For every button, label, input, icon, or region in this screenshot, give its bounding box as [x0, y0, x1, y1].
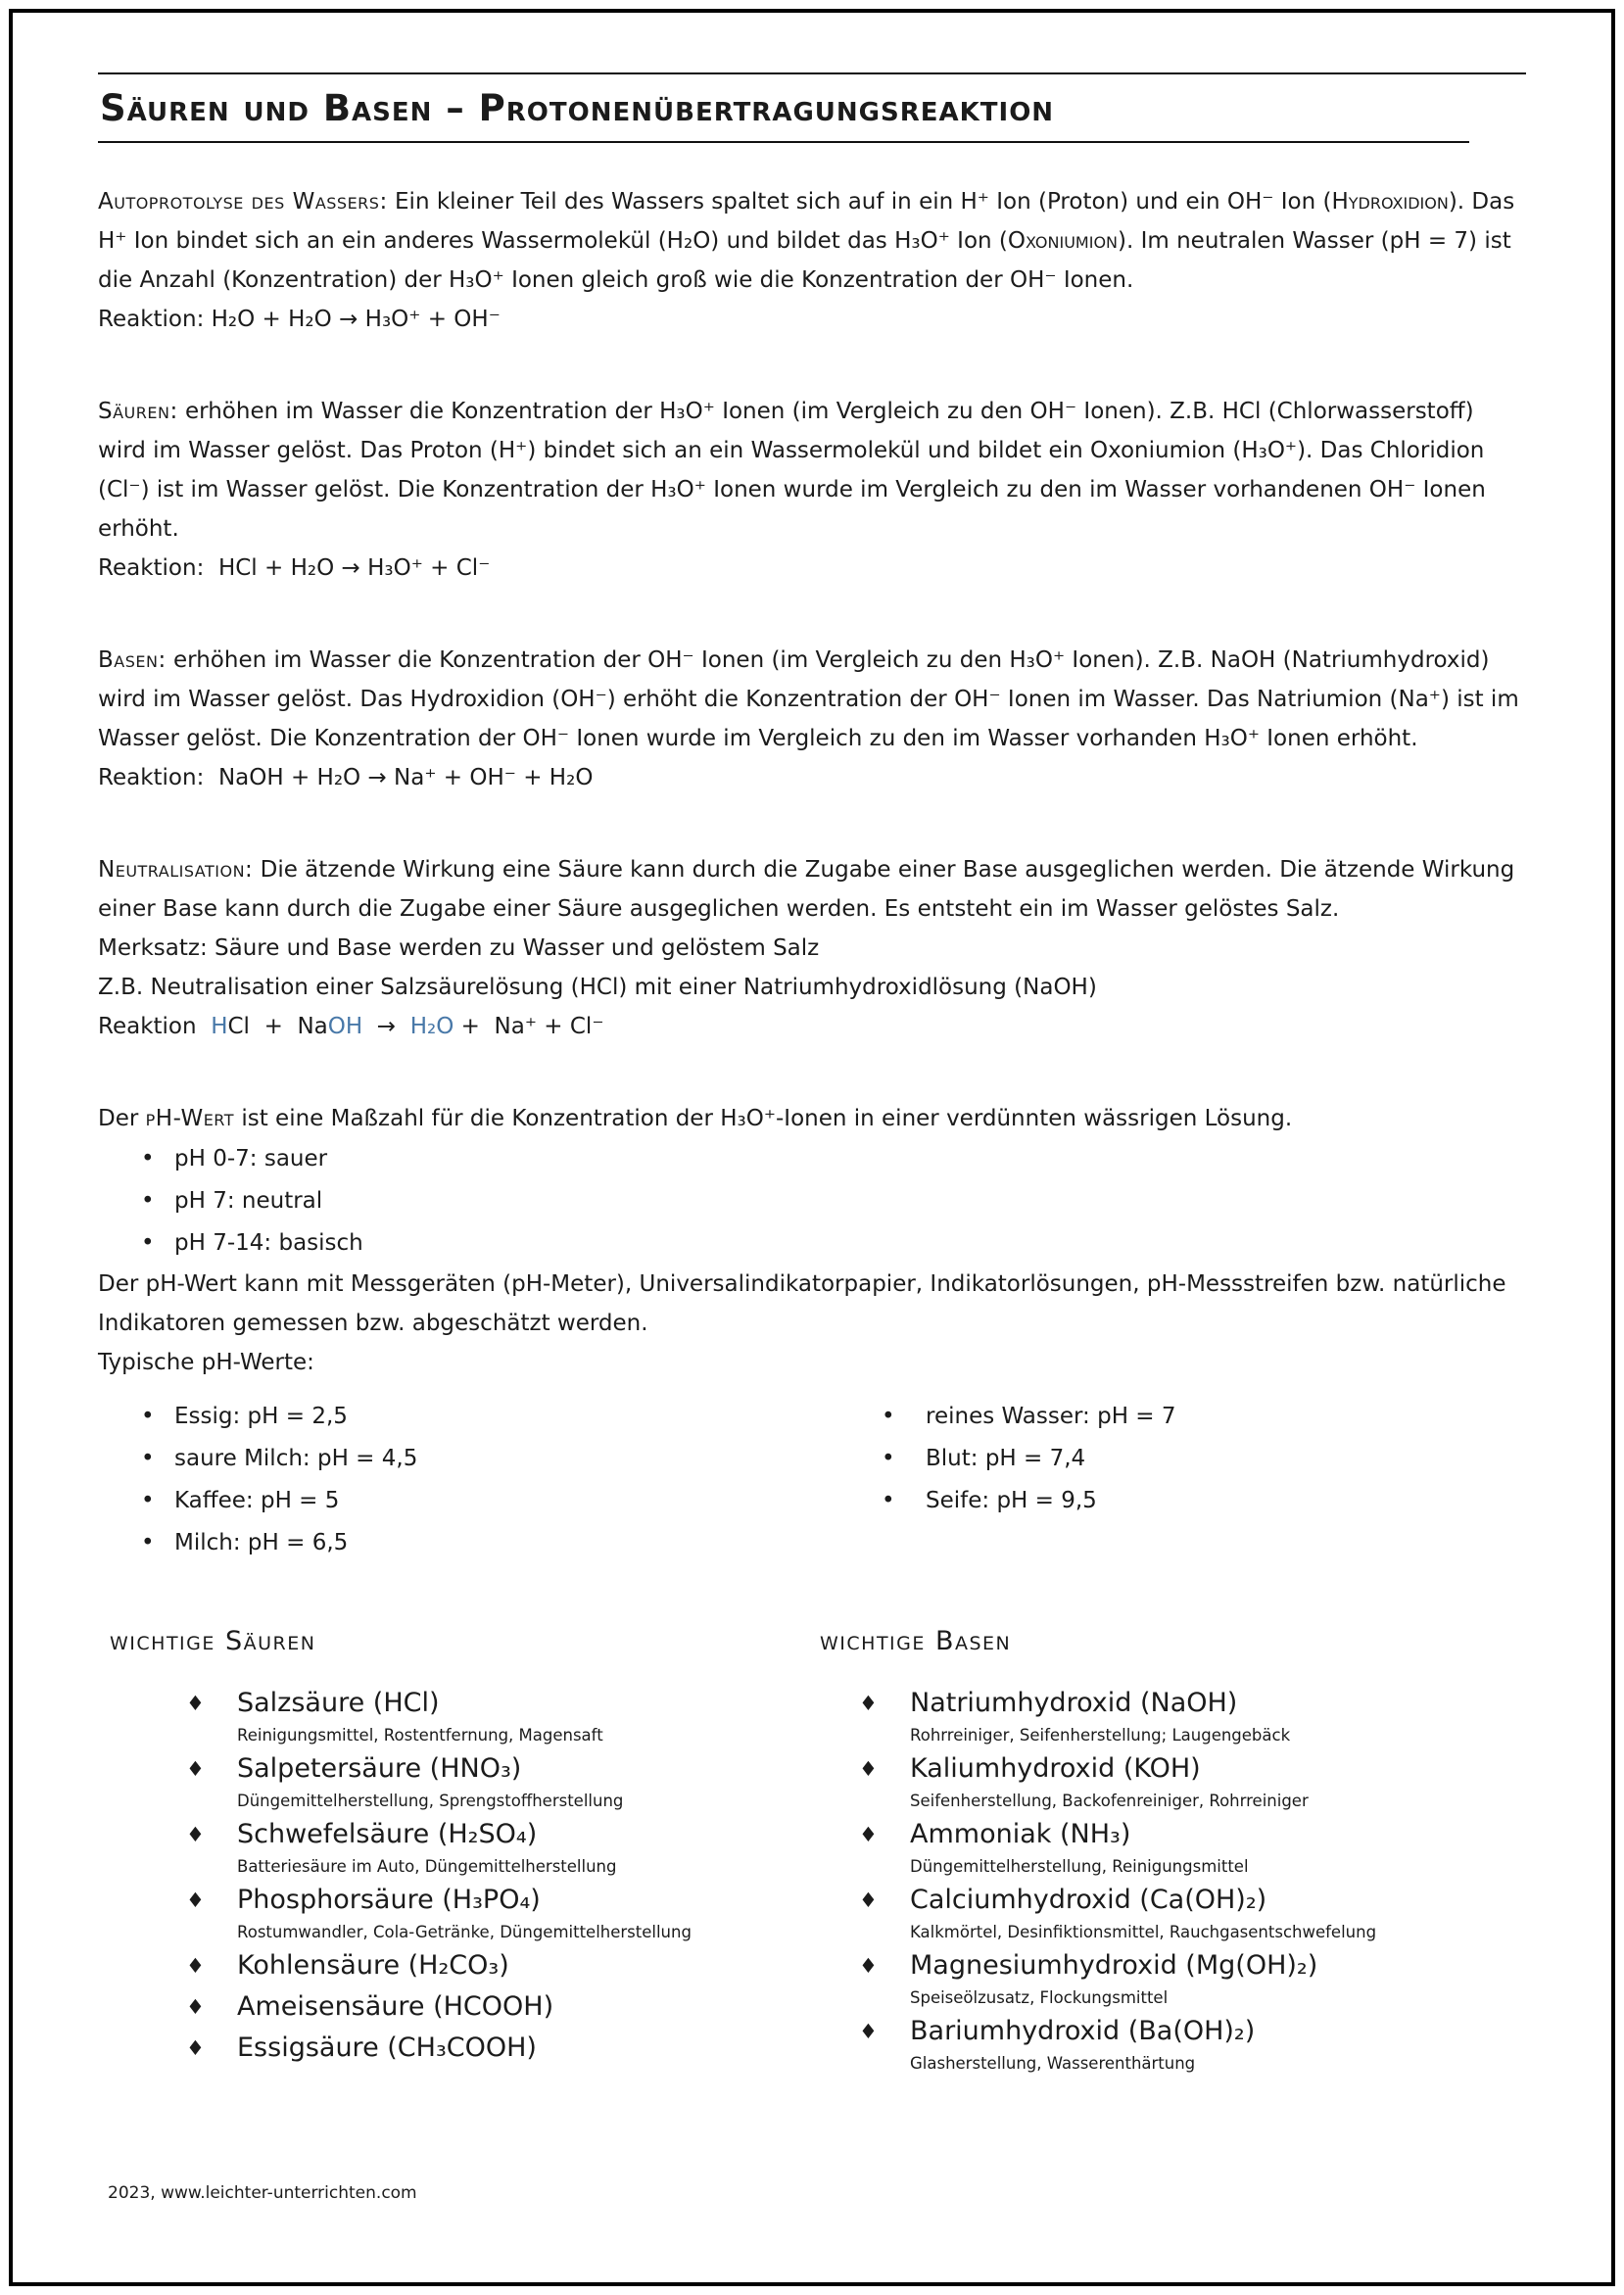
reaction-water: H₂O [409, 1014, 454, 1039]
base-name: Kaliumhydroxid (KOH) [910, 1753, 1201, 1784]
ph-scale-list [98, 1138, 1526, 1265]
ph-term: pH-Wert [145, 1106, 235, 1131]
list-item-label: Milch: pH = 6,5 [174, 1530, 349, 1555]
list-item [98, 1180, 1526, 1222]
ph-typical-left-column [98, 1396, 882, 1564]
base-uses: Seifenherstellung, Backofenreiniger, Rohrreiniger [910, 1792, 1309, 1810]
bullet-icon: • [141, 1146, 155, 1171]
paragraph-text: erhöhen im Wasser die Konzentration der H₃O⁺ Ionen (im Vergleich zu den OH⁻ Ionen). Z.B. HCl (Chlorwasserstoff) wird im Wasser gelöst. Das Proton (H⁺) bindet sich an ein Wassermolekül und bildet ein Oxoniumion (H₃O⁺). Das Chloridion (Cl⁻) ist im Wasser gelöst. Die Konzentration der H₃O⁺ Ionen wurde im Vergleich zu den im Wasser vorhandenen OH⁻ Ionen erhöht. [98, 399, 1486, 542]
ph-typical-values [98, 1396, 1526, 1564]
paragraph-text: Der [98, 1106, 146, 1131]
title-underline-rule [98, 141, 1469, 143]
ph-intro-line [98, 1099, 1526, 1138]
paragraph-basen [98, 641, 1526, 797]
base-uses: Glasherstellung, Wasserenthärtung [910, 2054, 1196, 2073]
paragraph-text: ). Im neutralen Wasser (pH = 7) ist die Anzahl (Konzentration) der H₃O⁺ Ionen gleich groß wie die Konzentration der OH⁻ Ionen. [98, 228, 1511, 293]
merksatz-line: Merksatz: Säure und Base werden zu Wasser und gelöstem Salz [98, 935, 820, 961]
acid-item-body [237, 2029, 537, 2068]
acid-item [110, 1881, 810, 1944]
acids-title: wichtige Säuren [110, 1626, 316, 1656]
acid-item-body [237, 1815, 616, 1879]
paragraph-autoprotolyse [98, 182, 1526, 339]
paragraph-text: ist eine Maßzahl für die Konzentration der H₃O⁺-Ionen in einer verdünnten wässrigen Lösung. [234, 1106, 1293, 1131]
paragraph-text: Ein kleiner Teil des Wassers spaltet sich auf in ein H⁺ Ion (Proton) und ein OH⁻ Ion ( [387, 189, 1332, 215]
list-item [98, 1480, 882, 1522]
bases-title: wichtige Basen [820, 1626, 1012, 1656]
reaction-arrow-icon: → [362, 1014, 410, 1039]
list-item [98, 1222, 1526, 1265]
section-important-bases [810, 1625, 1526, 2078]
top-rule [98, 72, 1526, 74]
reaction-base-oh: OH [327, 1014, 363, 1039]
base-uses: Speiseölzusatz, Flockungsmittel [910, 1988, 1169, 2007]
paragraph-neutralisation [98, 850, 1526, 1046]
reaction-plus: + [249, 1014, 298, 1039]
reaction-line: Reaktion: HCl + H₂O → H₃O⁺ + Cl⁻ [98, 555, 491, 581]
paragraph-lead: Neutralisation: [98, 857, 254, 883]
acid-uses: Batteriesäure im Auto, Düngemittelherstellung [237, 1857, 617, 1876]
page-title: Säuren und Basen – Protonenübertragungsreaktion [100, 87, 1055, 129]
bullet-icon: • [141, 1230, 155, 1256]
reaction-line: Reaktion: H₂O + H₂O → H₃O⁺ + OH⁻ [98, 307, 501, 332]
ph-section [98, 1099, 1526, 1564]
base-item-body [910, 1815, 1249, 1879]
bullet-icon: • [141, 1188, 155, 1214]
acid-item-body [237, 1987, 553, 2027]
example-line: Z.B. Neutralisation einer Salzsäurelösung (HCl) mit einer Natriumhydroxidlösung (NaOH) [98, 975, 1097, 1000]
base-uses: Düngemittelherstellung, Reinigungsmittel [910, 1857, 1249, 1876]
base-item-body [910, 1749, 1309, 1813]
base-item [820, 1684, 1526, 1747]
list-item-label: pH 7-14: basisch [174, 1230, 363, 1256]
base-item-body [910, 2012, 1255, 2076]
smallcaps-term: Hydroxidion [1331, 189, 1449, 215]
acids-bases-section [98, 1625, 1526, 2078]
diamond-bullet-icon: ♦ [186, 1889, 205, 1912]
list-item-label: Seife: pH = 9,5 [926, 1488, 1097, 1513]
diamond-bullet-icon: ♦ [859, 1889, 878, 1912]
bullet-icon: • [882, 1404, 895, 1429]
base-item-body [910, 1881, 1376, 1944]
acid-item [110, 2029, 810, 2068]
diamond-bullet-icon: ♦ [186, 1823, 205, 1846]
acid-name: Phosphorsäure (H₃PO₄) [237, 1885, 541, 1915]
base-name: Ammoniak (NH₃) [910, 1819, 1131, 1849]
bullet-icon: • [141, 1488, 155, 1513]
paragraph-text: erhöhen im Wasser die Konzentration der OH⁻ Ionen (im Vergleich zu den H₃O⁺ Ionen). Z.B. NaOH (Natriumhydroxid) wird im Wasser gelöst. Das Hydroxidion (OH⁻) erhöht die Konzentration der OH⁻ Ionen im Wasser. Das Natriumion (Na⁺) ist im Wasser gelöst. Die Konzentration der OH⁻ Ionen wurde im Vergleich zu den im Wasser vorhanden H₃O⁺ Ionen erhöht. [98, 647, 1519, 751]
list-item [98, 1522, 882, 1564]
acid-name: Salpetersäure (HNO₃) [237, 1753, 522, 1784]
acid-uses: Düngemittelherstellung, Sprengstoffherstellung [237, 1792, 624, 1810]
base-item [820, 1881, 1526, 1944]
diamond-bullet-icon: ♦ [186, 1954, 205, 1978]
acid-item [110, 1946, 810, 1985]
list-item [882, 1396, 1526, 1438]
reaction-base-na: Na [297, 1014, 328, 1039]
base-uses: Rohrreiniger, Seifenherstellung; Laugengebäck [910, 1726, 1291, 1745]
list-item-label: Blut: pH = 7,4 [926, 1446, 1086, 1471]
acid-item [110, 1987, 810, 2027]
diamond-bullet-icon: ♦ [859, 1692, 878, 1715]
acid-uses: Rostumwandler, Cola-Getränke, Düngemittelherstellung [237, 1923, 692, 1941]
acid-item-body [237, 1749, 623, 1813]
base-name: Calciumhydroxid (Ca(OH)₂) [910, 1885, 1267, 1915]
diamond-bullet-icon: ♦ [186, 1757, 205, 1781]
base-item-body [910, 1946, 1317, 2010]
reaction-tail: + Na⁺ + Cl⁻ [454, 1014, 604, 1039]
acid-name: Schwefelsäure (H₂SO₄) [237, 1819, 538, 1849]
acid-name: Ameisensäure (HCOOH) [237, 1991, 554, 2022]
diamond-bullet-icon: ♦ [186, 1692, 205, 1715]
acid-item-body [237, 1881, 692, 1944]
diamond-bullet-icon: ♦ [859, 1823, 878, 1846]
acid-item [110, 1815, 810, 1879]
footer-credit: 2023, www.leichter-unterrichten.com [108, 2183, 417, 2203]
list-item [98, 1438, 882, 1480]
paragraph-saeuren [98, 392, 1526, 588]
paragraph-lead: Autoprotolyse des Wassers: [98, 189, 388, 215]
acid-item [110, 1749, 810, 1813]
ph-methods-text: Der pH-Wert kann mit Messgeräten (pH-Meter), Universalindikatorpapier, Indikatorlösungen, pH-Messstreifen bzw. natürliche Indikatoren gemessen bzw. abgeschätzt werden. [98, 1271, 1506, 1336]
list-item-label: Essig: pH = 2,5 [174, 1404, 348, 1429]
paragraph-text: ). Das H⁺ Ion bindet sich an ein anderes Wassermolekül (H₂O) und bildet das H₃O⁺ Ion ( [98, 189, 1515, 254]
base-item [820, 2012, 1526, 2076]
ph-typical-right-column [882, 1396, 1526, 1564]
list-item [882, 1480, 1526, 1522]
base-name: Magnesiumhydroxid (Mg(OH)₂) [910, 1950, 1318, 1981]
acid-name: Essigsäure (CH₃COOH) [237, 2032, 537, 2063]
bullet-icon: • [141, 1404, 155, 1429]
reaction-acid-cl: Cl [227, 1014, 250, 1039]
base-item-body [910, 1684, 1290, 1747]
list-item [98, 1396, 882, 1438]
list-item-label: pH 7: neutral [174, 1188, 323, 1214]
list-item-label: saure Milch: pH = 4,5 [174, 1446, 418, 1471]
diamond-bullet-icon: ♦ [859, 1954, 878, 1978]
acid-name: Kohlensäure (H₂CO₃) [237, 1950, 509, 1981]
reaction-line: Reaktion: NaOH + H₂O → Na⁺ + OH⁻ + H₂O [98, 765, 594, 790]
acid-name: Salzsäure (HCl) [237, 1688, 440, 1718]
diamond-bullet-icon: ♦ [859, 1757, 878, 1781]
base-uses: Kalkmörtel, Desinfiktionsmittel, Rauchgasentschwefelung [910, 1923, 1377, 1941]
base-name: Bariumhydroxid (Ba(OH)₂) [910, 2016, 1256, 2046]
bullet-icon: • [882, 1446, 895, 1471]
list-item-label: reines Wasser: pH = 7 [926, 1404, 1176, 1429]
acid-item [110, 1684, 810, 1747]
document-content [98, 0, 1526, 2078]
bullet-icon: • [141, 1530, 155, 1555]
neutralisation-reaction-line [98, 1007, 1526, 1046]
diamond-bullet-icon: ♦ [859, 2020, 878, 2043]
section-important-acids [98, 1625, 810, 2078]
reaction-label: Reaktion [98, 1014, 212, 1039]
diamond-bullet-icon: ♦ [186, 2036, 205, 2060]
list-item [882, 1438, 1526, 1480]
diamond-bullet-icon: ♦ [186, 1995, 205, 2019]
ph-typical-label: Typische pH-Werte: [98, 1350, 314, 1375]
base-item [820, 1815, 1526, 1879]
base-name: Natriumhydroxid (NaOH) [910, 1688, 1238, 1718]
base-item [820, 1749, 1526, 1813]
list-item-label: Kaffee: pH = 5 [174, 1488, 340, 1513]
smallcaps-term: Oxoniumion [1007, 228, 1119, 254]
acid-item-body [237, 1684, 603, 1747]
bullet-icon: • [882, 1488, 895, 1513]
bullet-icon: • [141, 1446, 155, 1471]
paragraph-lead: Basen: [98, 647, 167, 673]
acid-uses: Reinigungsmittel, Rostentfernung, Magensaft [237, 1726, 603, 1745]
acid-item-body [237, 1946, 509, 1985]
base-item [820, 1946, 1526, 2010]
list-item-label: pH 0-7: sauer [174, 1146, 328, 1171]
paragraph-lead: Säuren: [98, 399, 178, 424]
reaction-acid-h: H [211, 1014, 228, 1039]
paragraph-text: Die ätzende Wirkung eine Säure kann durch die Zugabe einer Base ausgeglichen werden. Die ätzende Wirkung einer Base kann durch die Zugabe einer Säure ausgeglichen werden. Es entsteht ein im Wasser gelöstes Salz. [98, 857, 1515, 922]
list-item [98, 1138, 1526, 1180]
